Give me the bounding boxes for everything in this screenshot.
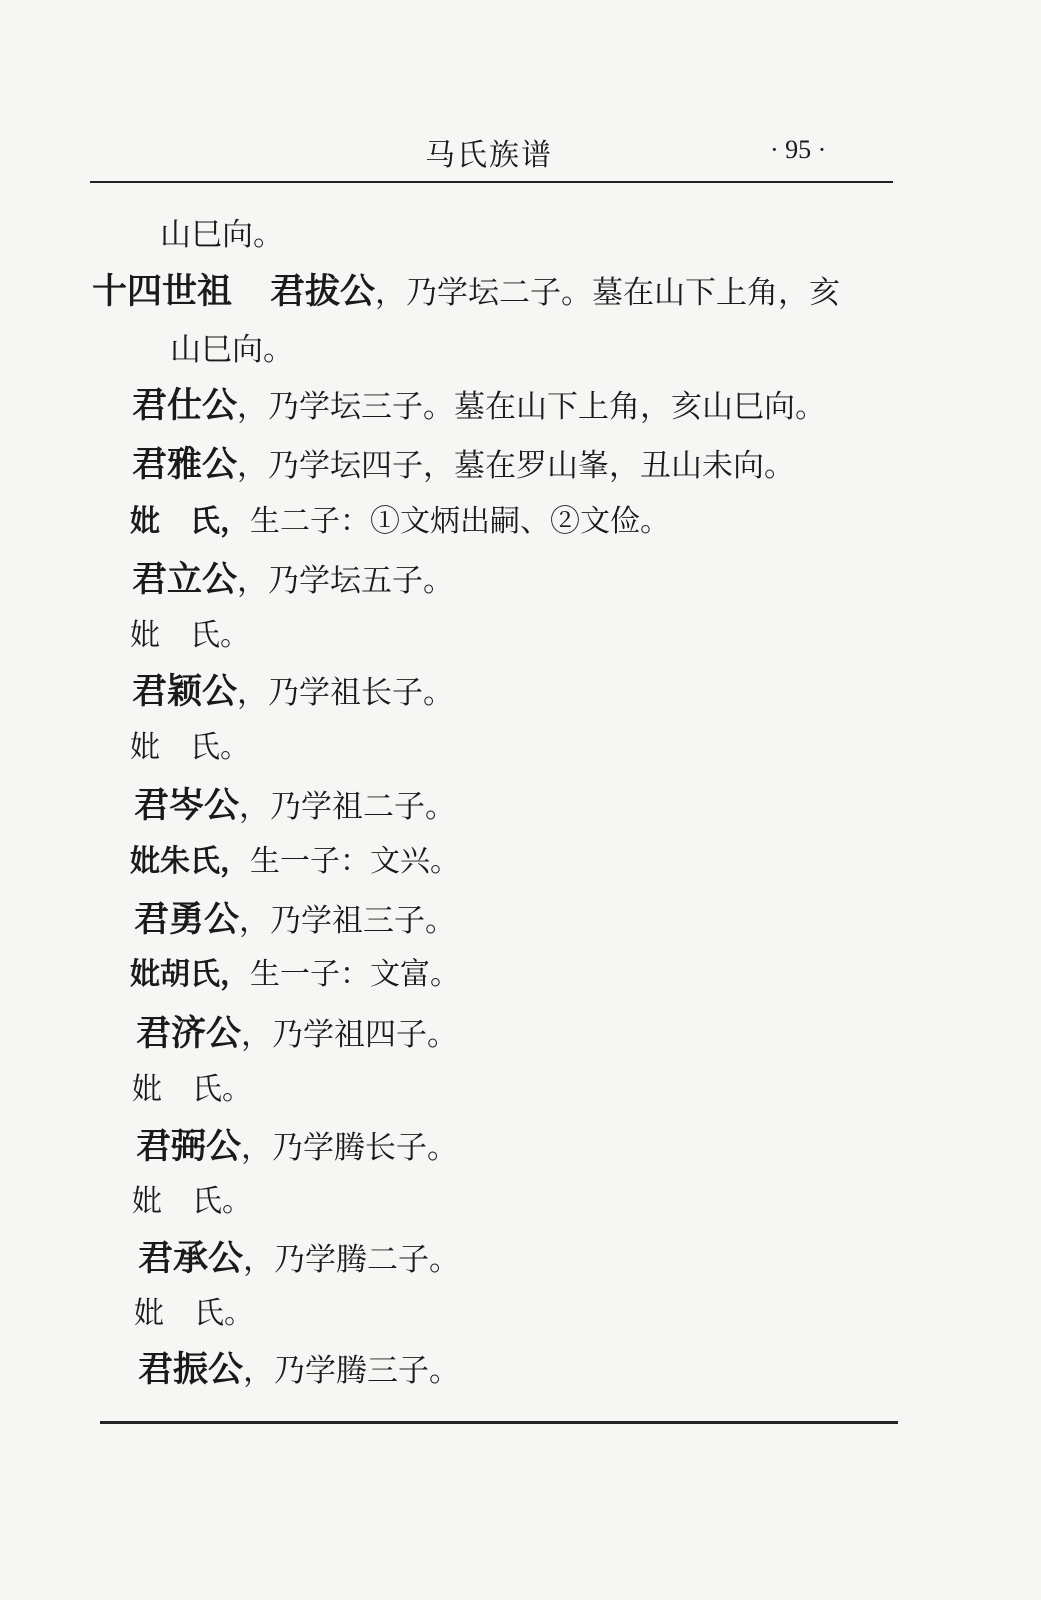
entry-text: ，乃学腾二子。 [243, 1242, 461, 1278]
text-line [134, 1294, 254, 1334]
spouse-label: 妣 氏。 [130, 730, 250, 765]
ancestor-name: 君勇公 [134, 900, 240, 940]
entry-text: ，乃学坛四子，墓在罗山峯，丑山未向。 [237, 448, 796, 484]
entry-text: ，乃学祖二子。 [239, 789, 457, 825]
ancestor-name: 君弼公 [136, 1127, 242, 1167]
ancestor-name: 君颖公 [132, 672, 238, 712]
spouse-text: 生一子：文兴。 [250, 844, 460, 879]
text-line [130, 955, 460, 995]
text-line [134, 786, 456, 827]
header-rule [90, 181, 893, 183]
spouse-label: 妣 氏。 [132, 1184, 252, 1219]
spouse-text: 生二子：①文炳出嗣、②文俭。 [250, 504, 670, 539]
text-line [132, 445, 795, 486]
text-line [130, 728, 250, 768]
ancestor-name: 君雅公 [132, 445, 238, 485]
text-line [132, 1182, 252, 1222]
ancestor-name: 君拔公 [270, 272, 376, 312]
spouse-label: 妣 氏， [130, 504, 250, 539]
ancestor-name: 君仕公 [132, 386, 238, 426]
continuation-text: 山巳向。 [160, 217, 284, 253]
entry-text: ，乃学祖三子。 [239, 903, 457, 939]
spouse-label: 妣 氏。 [130, 618, 250, 653]
continuation-text: 山巳向。 [170, 332, 294, 368]
ancestor-name: 君岑公 [134, 786, 240, 826]
text-line [132, 1070, 252, 1110]
text-line [92, 272, 840, 313]
text-line [132, 672, 454, 713]
text-line [130, 616, 250, 656]
entry-text: ，乃学腾长子。 [241, 1130, 459, 1166]
text-line [136, 1127, 458, 1168]
text-line [170, 330, 294, 370]
footer-rule [100, 1421, 898, 1424]
text-line [160, 215, 284, 255]
spouse-label: 妣朱氏， [130, 844, 250, 879]
spouse-label: 妣 氏。 [134, 1296, 254, 1331]
text-line [132, 386, 826, 427]
text-line [130, 502, 670, 542]
entry-text: ，乃学祖四子。 [241, 1017, 459, 1053]
ancestor-name: 君承公 [138, 1239, 244, 1279]
entry-text: ，乃学坛五子。 [237, 563, 455, 599]
entry-text: ，乃学坛三子。墓在山下上角，亥山巳向。 [237, 389, 827, 425]
entry-text: ，乃学腾三子。 [243, 1353, 461, 1389]
text-line [130, 842, 460, 882]
ancestor-name: 君振公 [138, 1350, 244, 1390]
text-line [132, 560, 454, 601]
text-line [138, 1350, 460, 1391]
text-line [136, 1014, 458, 1055]
page-number: · 95 · [770, 135, 827, 164]
entry-text: ，乃学坛二子。墓在山下上角，亥 [375, 275, 841, 311]
spouse-text: 生一子：文富。 [250, 957, 460, 992]
running-header-title: 马氏族谱 [425, 138, 553, 173]
ancestor-name: 君立公 [132, 560, 238, 600]
ancestor-name: 君济公 [136, 1014, 242, 1054]
generation-label: 十四世祖 [92, 272, 233, 312]
spouse-label: 妣胡氏， [130, 957, 250, 992]
text-line [134, 900, 456, 941]
spouse-label: 妣 氏。 [132, 1072, 252, 1107]
text-line [138, 1239, 460, 1280]
entry-text: ，乃学祖长子。 [237, 675, 455, 711]
